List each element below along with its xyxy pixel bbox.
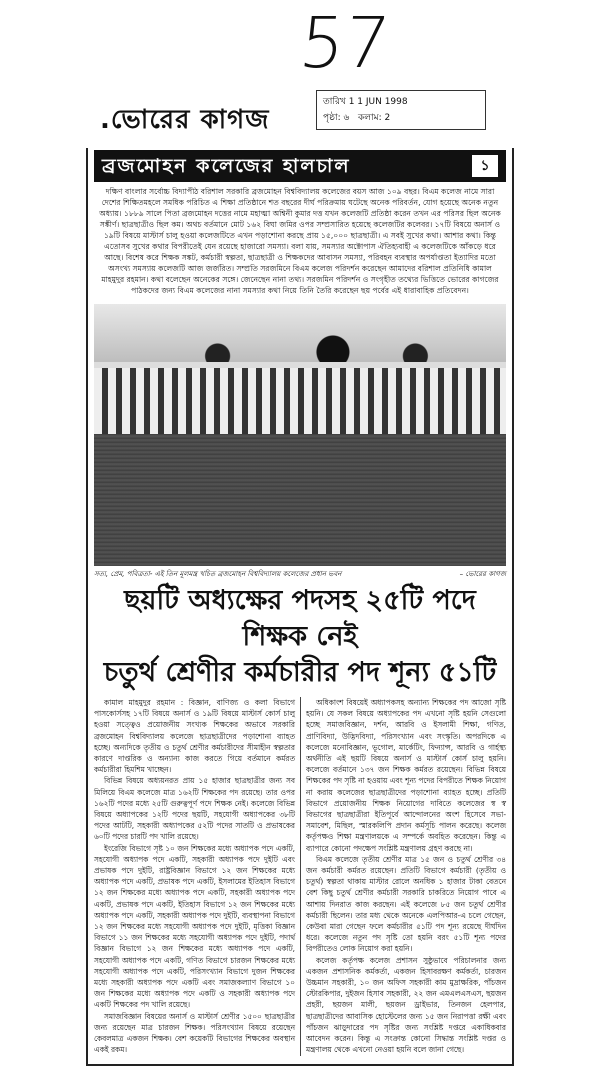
headline (94, 583, 506, 691)
handwritten-number: 57 (295, 2, 394, 84)
paragraph: সমাজবিজ্ঞান বিষয়ের অনার্স ও মাস্টার্স শ্রেণীর ১৫০০ ছাত্রছাত্রীর জন্য রয়েছেন মাত্র চারজন শিক্ষক। পরিসংখ্যান বিষয়ে রয়েছেন কেবলমাত্র একজন শিক্ষক। বেশ কয়েকটি বিভাগের শিক্ষকের অবস্থান একই রকম। (94, 1011, 295, 1055)
stamp-date-label: তারিখ (323, 97, 346, 107)
series-title: ব্রজমোহন কলেজের হালচাল (102, 155, 351, 177)
photo-ground (94, 434, 506, 566)
newspaper-masthead: .ভোরের কাগজ (100, 105, 270, 135)
photo-credit: – ভোরের কাগজ (459, 570, 506, 578)
paragraph: কামাল মাহমুদুর রহমান : বিজ্ঞান, বাণিজ্য ও কলা বিভাগে পাসকোর্সসহ ১৭টি বিষয়ে অনার্স ও ১৯টি বিষয়ে মাস্টার্স কোর্স চালু হওয়া সত্ত্বেও প্রয়োজনীয় সংখ্যক শিক্ষকের অভাবে সরকারি ব্রজমোহন বিশ্ববিদ্যালয় কলেজে ছাত্রছাত্রীদের পড়াশোনা ব্যাহত হচ্ছে। অন্যদিকে তৃতীয় ও চতুর্থ শ্রেণীর কর্মচারীদের সীমাহীন স্বল্পতার কারণে দাপ্তরিক ও অন্যান্য কাজ করতে গিয়ে বর্তমানে কর্মরত কর্মচারীরা হিমশিম খাচ্ছেন। (94, 698, 295, 775)
clipping-border (86, 148, 514, 1066)
paragraph: অধিকাংশ বিষয়েই অধ্যাপকসহ অন্যান্য শিক্ষকের পদ আজো সৃষ্টি হয়নি। যে সকল বিষয়ে অধ্যাপকের পদ এখনো সৃষ্টি হয়নি সেগুলো হচ্ছে সমাজবিজ্ঞান, দর্শন, আরবি ও ইসলামী শিক্ষা, গণিত, প্রাণিবিদ্যা, উদ্ভিদবিদ্যা, পরিসংখ্যান এবং সংস্কৃতি। অপরদিকে এ কলেজে মনোবিজ্ঞান, ভূগোল, মার্কেটিং, ফিন্যান্স, আরবি ও গার্হস্থ্য অর্থনীতি এই ছয়টি বিষয়ে অনার্স ও মাস্টার্স কোর্স চালু হয়নি। কলেজে বর্তমানে ১৩৭ জন শিক্ষক কর্মরত রয়েছেন। বিভিন্ন বিষয়ে শিক্ষকের পদ সৃষ্টি না হওয়ায় এবং শূন্য পদের বিপরীতে শিক্ষক নিয়োগ না করায় কলেজের ছাত্রছাত্রীদের পড়াশোনা ব্যাহত হচ্ছে। প্রতিটি বিভাগে প্রয়োজনীয় শিক্ষক নিয়োগের দাবিতে কলেজের স্ব স্ব বিভাগের ছাত্রছাত্রীরা ইতিপূর্বে আন্দোলনের অংশ হিসেবে সভা-সমাবেশ, মিছিল, স্মারকলিপি প্রদান কর্মসূচি পালন করেছে। কলেজ কর্তৃপক্ষও শিক্ষা মন্ত্রণালয়কে এ সম্পর্কে অবহিত করেছেন। কিন্তু এ ব্যাপারে কোনো পদক্ষেপ সংশ্লিষ্ট মন্ত্রণালয় গ্রহণ করছে না। (306, 698, 506, 853)
date-stamp: তারিখ 1 1 JUN 1998 পৃষ্ঠা: ৬ কলাম: 2 (316, 90, 486, 130)
headline-line-2: চতুর্থ শ্রেণীর কর্মচারীর পদ শূন্য ৫১টি (103, 657, 497, 688)
photo-caption-row (94, 569, 506, 579)
intro-paragraph: দক্ষিণ বাংলার সর্বোচ্চ বিদ্যাপীঠ বরিশাল সরকারি ব্রজমোহন বিশ্ববিদ্যালয় কলেজের বয়স আজ ১০৯ বছর। বিএম কলেজ নামে সারা দেশের শিক্ষিতমহলে সমধিক পরিচিত এ শিক্ষা প্রতিষ্ঠানে শত বছরের দীর্ঘ পরিক্রমায় ঘটেছে অনেক পরিবর্তন, যোগ হয়েছে অনেক নতুন অধ্যায়। ১৮৮৯ সালে পিতা ব্রজমোহন দত্তের নামে মহাত্মা অশ্বিনী কুমার দত্ত যখন কলেজটি প্রতিষ্ঠা করেন তখন এর পরিসর ছিল অনেক সঙ্কীর্ণ। ছাত্রছাত্রীও ছিল কম। অথচ বর্তমানে মোট ১৬২ বিঘা জমির ওপর সম্প্রসারিত হয়েছে কলেজটির কলেবর। ১৭টি বিষয়ে অনার্স ও ১৯টি বিষয়ে মাস্টার্স চালু হওয়া কলেজটিতে এখন পড়াশোনা করছে প্রায় ১৫,০০০ ছাত্রছাত্রী। এ সবই সুখের কথা। আশার কথা। কিন্তু এতোসব সুখের কথার বিপরীতেই যেন রয়েছে হাজারো সমস্যা। বলা যায়, সমস্যার অক্টোপাস ঐতিহ্যবাহী এ কলেজটিকে আঁকড়ে ধরে আছে। বিশেষ করে শিক্ষক সঙ্কট, কর্মচারী স্বল্পতা, ছাত্রছাত্রী ও শিক্ষকদের আবাসন সমস্যা, পরিবহন ব্যবস্থার অপর্যাপ্ততা ইত্যাদির মতো অসংখ্য সমস্যায় কলেজটি আজ জর্জরিত। সম্প্রতি সরজমিনে বিএম কলেজ পরিদর্শন করেছেন আমাদের বরিশাল প্রতিনিধি কামাল মাহমুদুর রহমান। কথা বলেছেন অনেকের সঙ্গে। জেনেছেন নানা তথ্য। সরজমিন পরিদর্শন ও সংগৃহীত তথ্যের ভিত্তিতে ভোরের কাগজের পাঠকদের জন্য বিএম কলেজের নানা সমস্যার কথা নিয়ে তিনি তৈরি করেছেন ছয় পর্বের এই ধারাবাহিক প্রতিবেদন। (99, 187, 501, 295)
photo-building (94, 362, 506, 434)
stamp-column-label: কলাম (357, 113, 379, 123)
paragraph: বিভিন্ন বিষয়ে অধ্যয়নরত প্রায় ১৫ হাজার ছাত্রছাত্রীর জন্য সব মিলিয়ে বিএম কলেজে মাত্র ১৬২টি শিক্ষকের পদ রয়েছে। তার ওপর ১৬২টি পদের মধ্যে ২৫টি গুরুত্বপূর্ণ পদে শিক্ষক নেই। কলেজে বিভিন্ন বিষয়ে অধ্যাপকের ১২টি পদের ছয়টি, সহযোগী অধ্যাপকের ৩৮টি পদের আটটি, সহকারী অধ্যাপকের ৫২টি পদের সাতটি ও প্রভাষকের ৬০টি পদের চারটি পদ খালি রয়েছে। (94, 776, 295, 842)
stamp-column: 2 (384, 113, 391, 123)
article-column-left (94, 697, 300, 1056)
stamp-page: ৬ (343, 113, 350, 123)
headline-line-1: ছয়টি অধ্যক্ষের পদসহ ২৫টি পদে শিক্ষক নেই (124, 585, 476, 652)
stamp-page-label: পৃষ্ঠা (323, 113, 338, 123)
series-banner (94, 150, 506, 182)
paragraph: কলেজ কর্তৃপক্ষ কলেজ প্রশাসন সুষ্ঠুভাবে পরিচালনার জন্য একজন প্রশাসনিক কর্মকর্তা, একজন হিসাবরক্ষণ কর্মকর্তা, চারজন উচ্চমান সহকারী, ১০ জন অফিস সহকারী কাম মুদ্রাক্ষরিক, পাঁচজন স্টোরকিপার, দুইজন হিসাব সহকারী, ২২ জন এমএলএসএস, ছয়জন প্রহরী, ছয়জন মালী, ছয়জন ড্রাইভার, তিনজন হেলপার, ছাত্রছাত্রীদের আবাসিক হোস্টেলের জন্য ১৫ জন নিরাপত্তা রক্ষী এবং পাঁচজন ঝাড়ুদারের পদ সৃষ্টির জন্য সংশ্লিষ্ট দপ্তরে একাধিকবার আবেদন করেন। কিন্তু এ সংক্রান্ত কোনো সিদ্ধান্ত সংশ্লিষ্ট দপ্তর ও মন্ত্রণালয় থেকে এখনো নেওয়া হয়নি বলে জানা গেছে। (306, 955, 506, 1055)
photo-caption: সত্য, প্রেম, পবিত্রতা- এই তিন মূলমন্ত্র খচিত ব্রজমোহন বিশ্ববিদ্যালয় কলেজের প্রধান ভবন (94, 570, 342, 578)
article-columns (94, 697, 506, 1056)
college-building-photo (94, 304, 506, 566)
paragraph: বিএম কলেজে তৃতীয় শ্রেণীর মাত্র ১৫ জন ও চতুর্থ শ্রেণীর ৩৪ জন কর্মচারী কর্মরত রয়েছেন। প্রতিটি বিভাগে কর্মচারী (তৃতীয় ও চতুর্থ) স্বল্পতা থাকায় মাস্টার রোলে অনধিক ১ হাজার টাকা বেতনে বেশ কিছু চতুর্থ শ্রেণীর কর্মচারী সরকারি চাকরিতে নিয়োগ পাবে এ আশায় দিনরাত কাজ করছেন। এই কলেজে ৮৫ জন চতুর্থ শ্রেণীর কর্মচারী ছিলেন। তার মধ্য থেকে অনেকে এলপিআর-এ চলে গেছেন, কেউবা মারা গেছেন ফলে কর্মচারীর ৫১টি পদ শূন্য রয়েছে দীর্ঘদিন ধরে। কলেজে নতুন পদ সৃষ্টি তো হয়নি বরং ৫১টি শূন্য পদের বিপরীতেও লোক নিয়োগ করা হয়নি। (306, 854, 506, 954)
clipping-header-area (0, 0, 611, 148)
series-part-number: ১ (472, 155, 498, 177)
stamp-date: 1 1 JUN 1998 (348, 97, 408, 107)
paragraph: ইংরেজি বিভাগে সৃষ্ট ১০ জন শিক্ষকের মধ্যে অধ্যাপক পদে একটি, সহযোগী অধ্যাপক পদে একটি, সহকারী অধ্যাপক পদে দুইটি এবং প্রভাষক পদে দুইটি, রাষ্ট্রবিজ্ঞান বিভাগে ১২ জন শিক্ষকের মধ্যে অধ্যাপক পদে একটি, প্রভাষক পদে একটি, ইসলামের ইতিহাস বিভাগে ১২ জন শিক্ষকের মধ্যে অধ্যাপক পদে একটি, সহকারী অধ্যাপক পদে একটি, প্রভাষক পদে একটি, ইতিহাস বিভাগে ১২ জন শিক্ষকের মধ্যে অধ্যাপক পদে একটি, সহকারী অধ্যাপক পদে দুইটি, ব্যবস্থাপনা বিভাগে ১২ জন শিক্ষকের মধ্যে সহযোগী অধ্যাপক পদে দুইটি, মৃত্তিকা বিজ্ঞান বিভাগে ১১ জন শিক্ষকের মধ্যে সহযোগী অধ্যাপক পদে দুইটি, পদার্থ বিজ্ঞান বিভাগে ১২ জন শিক্ষকের মধ্যে অধ্যাপক পদে একটি, সহযোগী অধ্যাপক পদে একটি, গণিত বিভাগে চারজন শিক্ষকের মধ্যে সহযোগী অধ্যাপক পদে একটি, পরিসংখ্যান বিভাগে দুজন শিক্ষকের মধ্যে সহকারী অধ্যাপক পদে একটি এবং সমাজকল্যাণ বিভাগে ১০ জন শিক্ষকের মধ্যে অধ্যাপক পদে একটি ও সহকারী অধ্যাপক পদে একটি শিক্ষকের পদ খালি রয়েছে। (94, 843, 295, 1010)
article-column-right (300, 697, 506, 1056)
